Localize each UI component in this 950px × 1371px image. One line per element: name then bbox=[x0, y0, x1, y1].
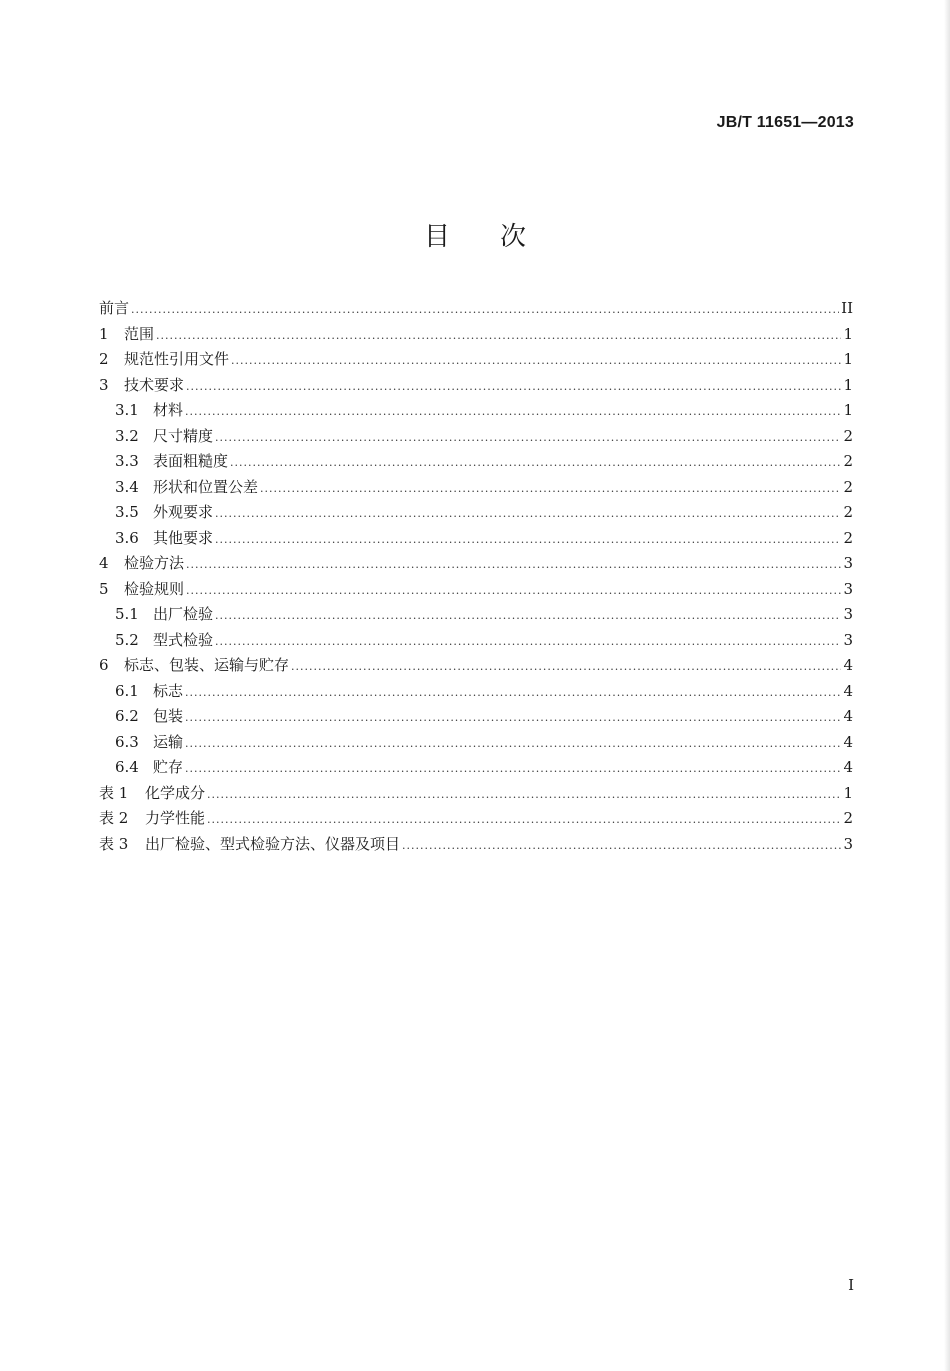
toc-entry-label: 化学成分 bbox=[145, 783, 206, 802]
toc-entry-table-3[interactable] bbox=[99, 832, 853, 858]
toc-entry-number: 3.4 bbox=[115, 477, 139, 496]
toc-entry-page: 2 bbox=[843, 452, 853, 470]
toc-entry-page: 4 bbox=[843, 732, 853, 751]
toc-entry-page: 3 bbox=[843, 605, 853, 623]
toc-entry-label: 表面粗糙度 bbox=[153, 452, 229, 470]
toc-entry-6-2[interactable] bbox=[99, 704, 853, 730]
toc-entry-number: 6 bbox=[99, 656, 109, 674]
toc-entry-label: 范围 bbox=[124, 324, 155, 343]
toc-entry-label: 技术要求 bbox=[124, 375, 185, 394]
toc-entry-label: 包装 bbox=[153, 707, 184, 725]
leader-dots bbox=[207, 782, 841, 808]
toc-entry-page: 3 bbox=[843, 834, 853, 853]
toc-entry-2[interactable] bbox=[99, 347, 853, 373]
toc-title-char-1: 目 bbox=[423, 222, 450, 252]
toc-entry-label: 贮存 bbox=[153, 758, 184, 776]
toc-entry-page: 1 bbox=[843, 783, 853, 802]
toc-entry-3-4[interactable] bbox=[99, 475, 853, 501]
toc-entry-number: 3 bbox=[99, 375, 109, 394]
toc-entry-page: 2 bbox=[843, 809, 853, 827]
leader-dots bbox=[231, 348, 841, 374]
toc-entry-page: 4 bbox=[843, 681, 853, 700]
toc-entry-number: 表 2 bbox=[99, 809, 129, 827]
toc-entry-label: 型式检验 bbox=[153, 630, 214, 649]
toc-entry-3[interactable] bbox=[99, 373, 853, 399]
leader-dots bbox=[186, 578, 841, 604]
toc-entry-5-2[interactable] bbox=[99, 628, 853, 654]
leader-dots bbox=[186, 374, 841, 400]
toc-entry-label: 形状和位置公差 bbox=[153, 477, 259, 496]
leader-dots bbox=[215, 501, 841, 527]
leader-dots bbox=[260, 476, 841, 502]
toc-entry-label: 出厂检验、型式检验方法、仪器及项目 bbox=[145, 834, 401, 853]
page-edge-shadow bbox=[944, 0, 950, 1371]
toc-entry-label: 力学性能 bbox=[145, 809, 206, 827]
toc-entry-page: 2 bbox=[843, 528, 853, 547]
toc-entry-page: 1 bbox=[843, 401, 853, 419]
toc-entry-page: II bbox=[841, 299, 853, 317]
page-number: I bbox=[848, 1276, 854, 1294]
toc-entry-page: 2 bbox=[843, 426, 853, 445]
toc-entry-page: 1 bbox=[843, 350, 853, 368]
toc-entry-label: 标志 bbox=[153, 681, 184, 700]
leader-dots bbox=[230, 450, 841, 476]
toc-entry-label: 前言 bbox=[99, 299, 130, 317]
toc-entry-label: 规范性引用文件 bbox=[124, 350, 230, 368]
leader-dots bbox=[207, 807, 841, 833]
toc-entry-number: 5.2 bbox=[115, 630, 139, 649]
standard-code: JB/T 11651—2013 bbox=[716, 114, 854, 131]
toc-entry-number: 3.5 bbox=[115, 503, 139, 521]
toc-entry-foreword[interactable] bbox=[99, 296, 853, 322]
leader-dots bbox=[215, 629, 841, 655]
toc-entry-3-2[interactable] bbox=[99, 424, 853, 450]
toc-entry-label: 检验规则 bbox=[124, 579, 185, 598]
leader-dots bbox=[185, 399, 841, 425]
toc-entry-page: 2 bbox=[843, 503, 853, 521]
leader-dots bbox=[156, 323, 841, 349]
toc-entry-number: 3.6 bbox=[115, 528, 139, 547]
leader-dots bbox=[185, 731, 841, 757]
toc-entry-1[interactable] bbox=[99, 322, 853, 348]
toc-entry-number: 1 bbox=[99, 324, 109, 343]
toc-entry-6-4[interactable] bbox=[99, 755, 853, 781]
table-of-contents bbox=[99, 296, 853, 857]
toc-title bbox=[0, 216, 950, 253]
leader-dots bbox=[291, 654, 841, 680]
toc-entry-number: 3.1 bbox=[115, 401, 139, 419]
toc-title-char-2: 次 bbox=[500, 222, 527, 252]
toc-entry-3-1[interactable] bbox=[99, 398, 853, 424]
toc-entry-6-1[interactable] bbox=[99, 679, 853, 705]
toc-entry-label: 标志、包装、运输与贮存 bbox=[124, 656, 290, 674]
leader-dots bbox=[215, 425, 841, 451]
toc-entry-6[interactable] bbox=[99, 653, 853, 679]
toc-entry-page: 3 bbox=[843, 554, 853, 572]
toc-entry-page: 4 bbox=[843, 656, 853, 674]
toc-entry-number: 6.2 bbox=[115, 707, 139, 725]
toc-entry-number: 3.3 bbox=[115, 452, 139, 470]
toc-entry-3-6[interactable] bbox=[99, 526, 853, 552]
toc-entry-label: 材料 bbox=[153, 401, 184, 419]
toc-entry-number: 5.1 bbox=[115, 605, 139, 623]
toc-entry-page: 2 bbox=[843, 477, 853, 496]
toc-entry-page: 4 bbox=[843, 707, 853, 725]
toc-entry-label: 检验方法 bbox=[124, 554, 185, 572]
toc-entry-3-3[interactable] bbox=[99, 449, 853, 475]
toc-entry-number: 表 1 bbox=[99, 783, 129, 802]
toc-entry-number: 5 bbox=[99, 579, 109, 598]
leader-dots bbox=[131, 297, 839, 323]
toc-entry-5[interactable] bbox=[99, 577, 853, 603]
leader-dots bbox=[185, 680, 841, 706]
toc-entry-number: 表 3 bbox=[99, 834, 129, 853]
leader-dots bbox=[186, 552, 841, 578]
toc-entry-page: 3 bbox=[843, 579, 853, 598]
toc-entry-page: 1 bbox=[843, 324, 853, 343]
toc-entry-3-5[interactable] bbox=[99, 500, 853, 526]
toc-entry-label: 尺寸精度 bbox=[153, 426, 214, 445]
toc-entry-number: 3.2 bbox=[115, 426, 139, 445]
toc-entry-table-2[interactable] bbox=[99, 806, 853, 832]
toc-entry-4[interactable] bbox=[99, 551, 853, 577]
leader-dots bbox=[215, 527, 841, 553]
toc-entry-number: 4 bbox=[99, 554, 109, 572]
toc-entry-number: 6.3 bbox=[115, 732, 139, 751]
toc-entry-number: 6.4 bbox=[115, 758, 139, 776]
toc-entry-page: 4 bbox=[843, 758, 853, 776]
toc-entry-label: 出厂检验 bbox=[153, 605, 214, 623]
toc-entry-5-1[interactable] bbox=[99, 602, 853, 628]
toc-entry-label: 外观要求 bbox=[153, 503, 214, 521]
toc-entry-page: 1 bbox=[843, 375, 853, 394]
toc-entry-label: 其他要求 bbox=[153, 528, 214, 547]
leader-dots bbox=[185, 756, 841, 782]
toc-entry-label: 运输 bbox=[153, 732, 184, 751]
toc-entry-6-3[interactable] bbox=[99, 730, 853, 756]
toc-entry-table-1[interactable] bbox=[99, 781, 853, 807]
leader-dots bbox=[215, 603, 841, 629]
toc-entry-number: 2 bbox=[99, 350, 109, 368]
toc-entry-number: 6.1 bbox=[115, 681, 139, 700]
toc-entry-page: 3 bbox=[843, 630, 853, 649]
leader-dots bbox=[185, 705, 841, 731]
leader-dots bbox=[402, 833, 841, 859]
